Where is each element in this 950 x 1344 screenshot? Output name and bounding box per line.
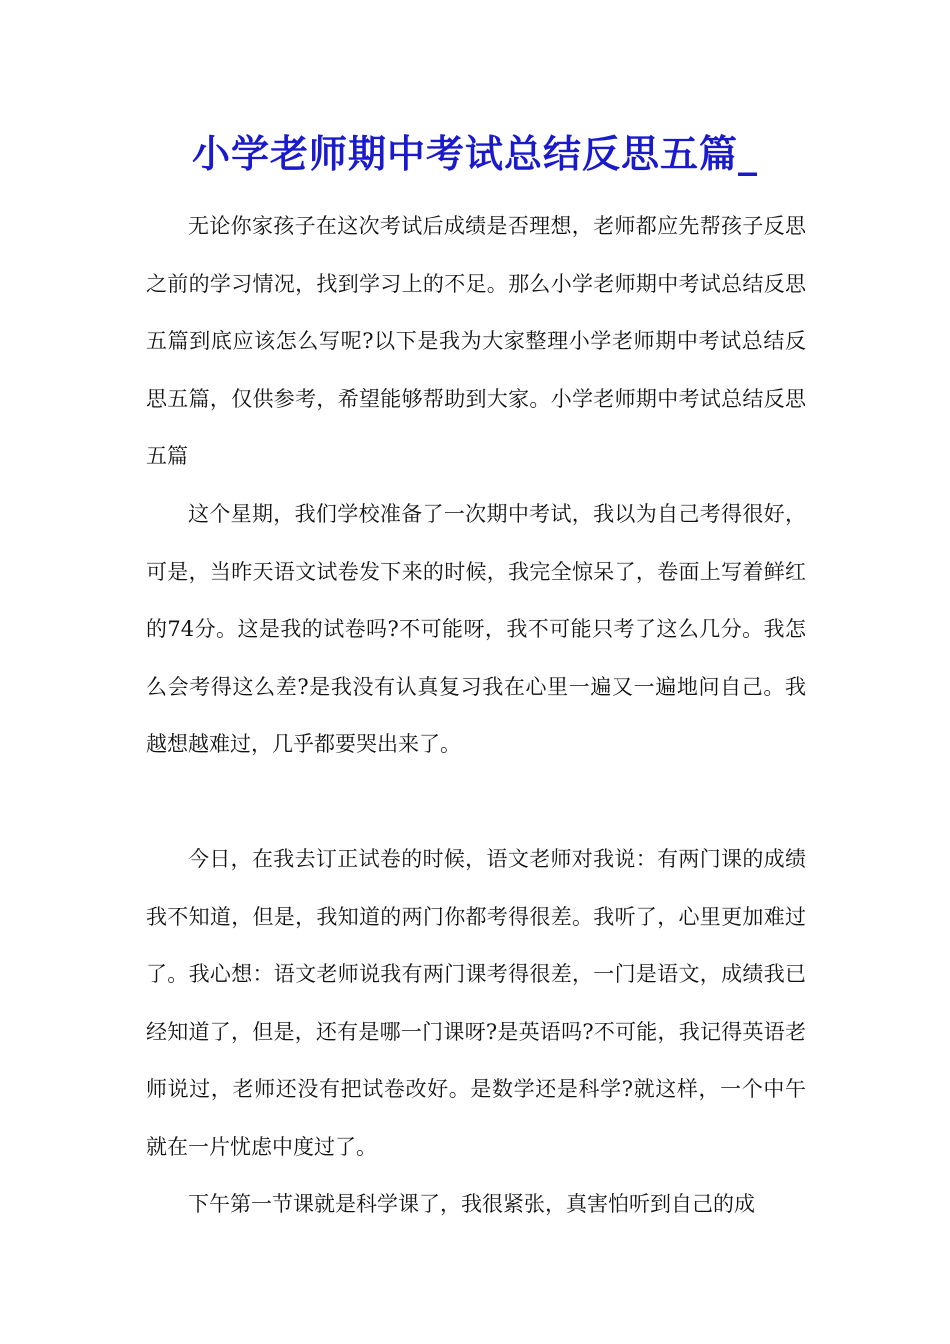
paragraph-science-class: 下午第一节课就是科学课了，我很紧张，真害怕听到自己的成 bbox=[188, 1192, 755, 1216]
paragraph-intro: 无论你家孩子在这次考试后成绩是否理想，老师都应先帮孩子反思之前的学习情况，找到学习上的不足。那么小学老师期中考试总结反思五篇到底应该怎么写呢?以下是我为大家整理小学老师期中考试总结反思五篇，仅供参考，希望能够帮助到大家。小学老师期中考试总结反思五篇 bbox=[146, 214, 806, 469]
paragraph-correction: 今日，在我去订正试卷的时候，语文老师对我说：有两门课的成绩我不知道，但是，我知道的两门你都考得很差。我听了，心里更加难过了。我心想：语文老师说我有两门课考得很差，一门是语文，成绩我已经知道了，但是，还有是哪一门课呀?是英语吗?不可能，我记得英语老师说过，老师还没有把试卷改好。是数学还是科学?就这样，一个中午就在一片忧虑中度过了。 bbox=[146, 847, 806, 1159]
paragraph-exam-result: 这个星期，我们学校准备了一次期中考试，我以为自己考得很好，可是，当昨天语文试卷发下来的时候，我完全惊呆了，卷面上写着鲜红的74分。这是我的试卷吗?不可能呀，我不可能只考了这么几分。我怎么会考得这么差?是我没有认真复习我在心里一遍又一遍地问自己。我越想越难过，几乎都要哭出来了。 bbox=[146, 502, 806, 757]
document-title: 小学老师期中考试总结反思五篇_ bbox=[191, 131, 758, 176]
